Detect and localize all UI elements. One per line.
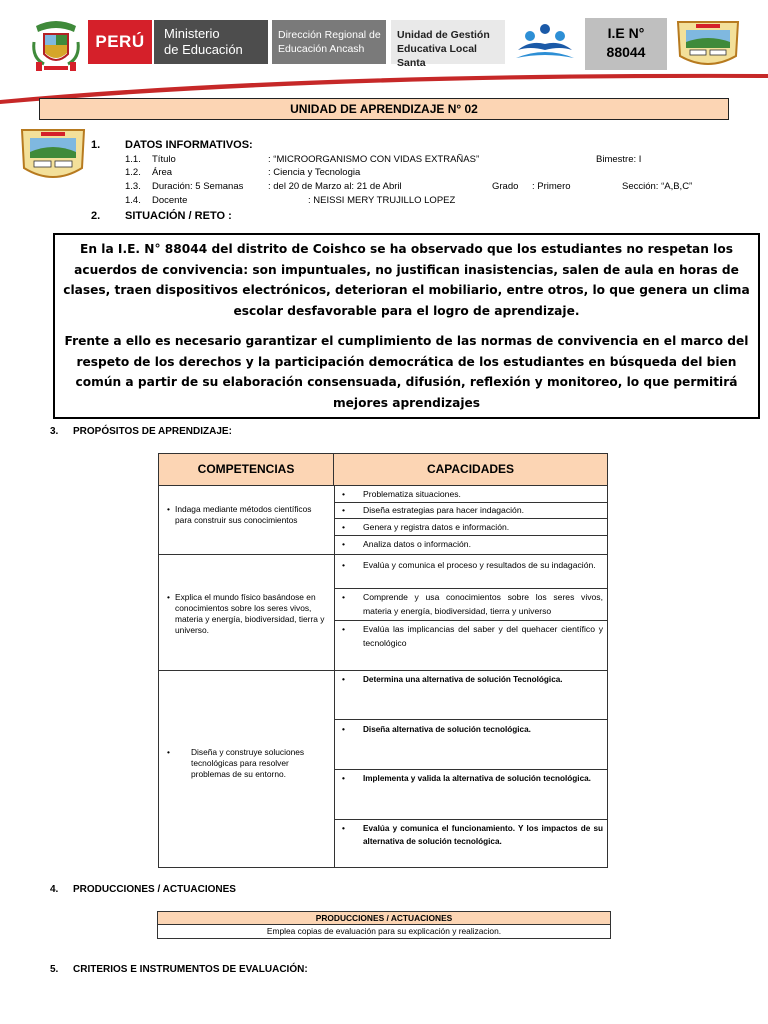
competencias-table (158, 453, 608, 868)
bullet: • (167, 747, 170, 757)
column-divider (334, 486, 335, 867)
bullet: • (342, 505, 346, 515)
capacidad-3-4-text: Evalúa y comunica el funcionamiento. Y los impactos de su alternativa de solución tecnológica. (363, 824, 603, 846)
bullet: • (342, 725, 345, 734)
school-number-box (585, 18, 667, 70)
bullet: • (342, 522, 346, 532)
row-divider (334, 620, 607, 621)
ugel-brand (391, 20, 505, 69)
producciones-table-row: Emplea copias de evaluación para su explicación y realizacion. (266, 926, 502, 936)
bullet: • (342, 824, 345, 833)
competencia-2-text: Explica el mundo físico basándose en conocimientos sobre los seres vivos, materia y energía, biodiversidad, tierra y universo. (175, 592, 325, 635)
ministry-brand (154, 20, 268, 64)
ministry-line-1: Ministerio (164, 26, 220, 41)
situation-paragraph-2: Frente a ello es necesario garantizar el cumplimiento de las normas de convivencia en el marco del respeto de los derechos y la participación democrática de los estudiantes en búsqueda del bien común a partir de su elaboración consensuada, difusión, reflexión y monitoreo, lo que permitirá mejores aprendizajes (64, 334, 749, 410)
capacidad-1-1-text: Problematiza situaciones. (363, 489, 461, 499)
national-seal-icon (30, 18, 82, 74)
bullet: • (167, 504, 170, 514)
info-grado-label: Grado (492, 181, 519, 192)
capacidad-2-3-text: Evalúa las implicancias del saber y del quehacer científico y tecnológico (363, 624, 603, 648)
header-capacidades: CAPACIDADES (426, 462, 515, 476)
section-1-title: DATOS INFORMATIVOS: (125, 139, 253, 151)
competencia-3-text: Diseña y construye soluciones tecnológicas para resolver problemas de su entorno. (191, 747, 305, 779)
info-value-docente: : NEISSI MERY TRUJILLO LOPEZ (308, 195, 456, 206)
school-badge-side-icon (20, 126, 86, 186)
document-title: UNIDAD DE APRENDIZAJE N° 02 (39, 98, 729, 120)
bullet: • (167, 592, 170, 602)
row-divider (334, 819, 607, 820)
dre-brand (272, 20, 386, 64)
school-badge-icon (676, 16, 740, 72)
ugel-people-logo-icon (512, 20, 578, 64)
bullet: • (342, 560, 346, 570)
section-2-number: 2. (91, 210, 101, 222)
capacidad-3-3 (339, 772, 603, 785)
capacidad-3-2-text: Diseña alternativa de solución tecnológica. (363, 725, 531, 734)
capacidad-1-3-text: Genera y registra datos e información. (363, 522, 510, 532)
info-label-area: Área (152, 167, 173, 178)
capacidad-2-2-text: Comprende y usa conocimientos sobre los seres vivos, materia y energía, biodiversidad, tierra y universo (363, 592, 603, 616)
capacidad-1-3 (339, 520, 603, 534)
capacidad-1-4 (339, 537, 603, 551)
capacidad-1-2 (339, 503, 603, 517)
capacidad-1-2-text: Diseña estrategias para hacer indagación. (363, 505, 524, 515)
bullet: • (342, 624, 346, 634)
section-3-title: PROPÓSITOS DE APRENDIZAJE: (73, 426, 232, 437)
producciones-table-header: PRODUCCIONES / ACTUACIONES (158, 912, 610, 925)
competencia-2 (167, 592, 327, 636)
info-num-4: 1.4. (125, 195, 141, 206)
dre-line-2: Educación Ancash (278, 43, 365, 55)
capacidad-2-1 (339, 558, 603, 572)
row-divider (334, 588, 607, 589)
group-divider (159, 554, 607, 555)
capacidad-1-1 (339, 487, 603, 501)
section-5-number: 5. (50, 964, 59, 975)
capacidad-3-1 (339, 673, 603, 686)
competencias-table-header (159, 454, 607, 486)
bullet: • (342, 592, 346, 602)
info-grado-value: : Primero (532, 181, 571, 192)
capacidad-2-1-text: Evalúa y comunica el proceso y resultados de su indagación. (363, 560, 596, 570)
row-divider (334, 535, 607, 536)
row-divider (334, 518, 607, 519)
dre-line-1: Dirección Regional de (278, 29, 381, 41)
info-label-duracion: Duración: 5 Semanas (152, 181, 244, 192)
capacidad-3-2 (339, 723, 603, 736)
info-num-3: 1.3. (125, 181, 141, 192)
capacidad-3-4 (339, 822, 603, 848)
info-value-titulo: : “MICROORGANISMO CON VIDAS EXTRAÑAS” (268, 154, 480, 165)
school-number: 88044 (606, 44, 646, 60)
peru-brand: PERÚ (88, 20, 152, 64)
group-divider (159, 670, 607, 671)
bullet: • (342, 489, 346, 499)
competencia-1-text: Indaga mediante métodos científicos para construir sus conocimientos (175, 504, 312, 525)
info-label-titulo: Título (152, 154, 176, 165)
bullet: • (342, 774, 345, 783)
capacidad-2-3 (339, 622, 603, 650)
capacidad-2-2 (339, 590, 603, 618)
school-label: I.E N° (607, 25, 645, 41)
info-bimestre: Bimestre: I (596, 154, 642, 165)
info-label-docente: Docente (152, 195, 188, 206)
competencia-3 (167, 747, 327, 780)
header-competencias: COMPETENCIAS (159, 454, 334, 485)
info-num-1: 1.1. (125, 154, 141, 165)
bullet: • (342, 675, 345, 684)
capacidad-3-3-text: Implementa y valida la alternativa de solución tecnológica. (363, 774, 591, 783)
info-num-2: 1.2. (125, 167, 141, 178)
row-divider (334, 769, 607, 770)
section-1-number: 1. (91, 139, 101, 151)
ministry-line-2: de Educación (164, 42, 243, 57)
ugel-line-1: Unidad de Gestión (397, 29, 490, 41)
section-4-number: 4. (50, 884, 59, 895)
info-seccion: Sección: “A,B,C” (622, 181, 693, 192)
section-5-title: CRITERIOS E INSTRUMENTOS DE EVALUACIÓN: (73, 964, 308, 975)
section-2-title: SITUACIÓN / RETO : (125, 210, 232, 222)
row-divider (334, 719, 607, 720)
situation-box (53, 233, 760, 419)
capacidad-3-1-text: Determina una alternativa de solución Tecnológica. (363, 675, 563, 684)
capacidad-1-4-text: Analiza datos o información. (363, 539, 471, 549)
info-value-duracion: : del 20 de Marzo al: 21 de Abril (268, 181, 402, 192)
section-3-number: 3. (50, 426, 59, 437)
situation-paragraph-1: En la I.E. N° 88044 del distrito de Coishco se ha observado que los estudiantes no respetan los acuerdos de convivencia: son impuntuales, no justifican inasistencias, salen de aula en horas de clases, traen dispositivos electrónicos, deterioran el mobiliario, entre otros, lo que genera un clima escolar desfavorable para el logro de aprendizaje. (63, 242, 750, 318)
info-value-area: : Ciencia y Tecnologia (268, 167, 361, 178)
ugel-line-2: Educativa Local Santa (397, 43, 477, 69)
producciones-table (157, 911, 611, 939)
competencia-1 (167, 504, 327, 526)
section-4-title: PRODUCCIONES / ACTUACIONES (73, 884, 236, 895)
bullet: • (342, 539, 346, 549)
